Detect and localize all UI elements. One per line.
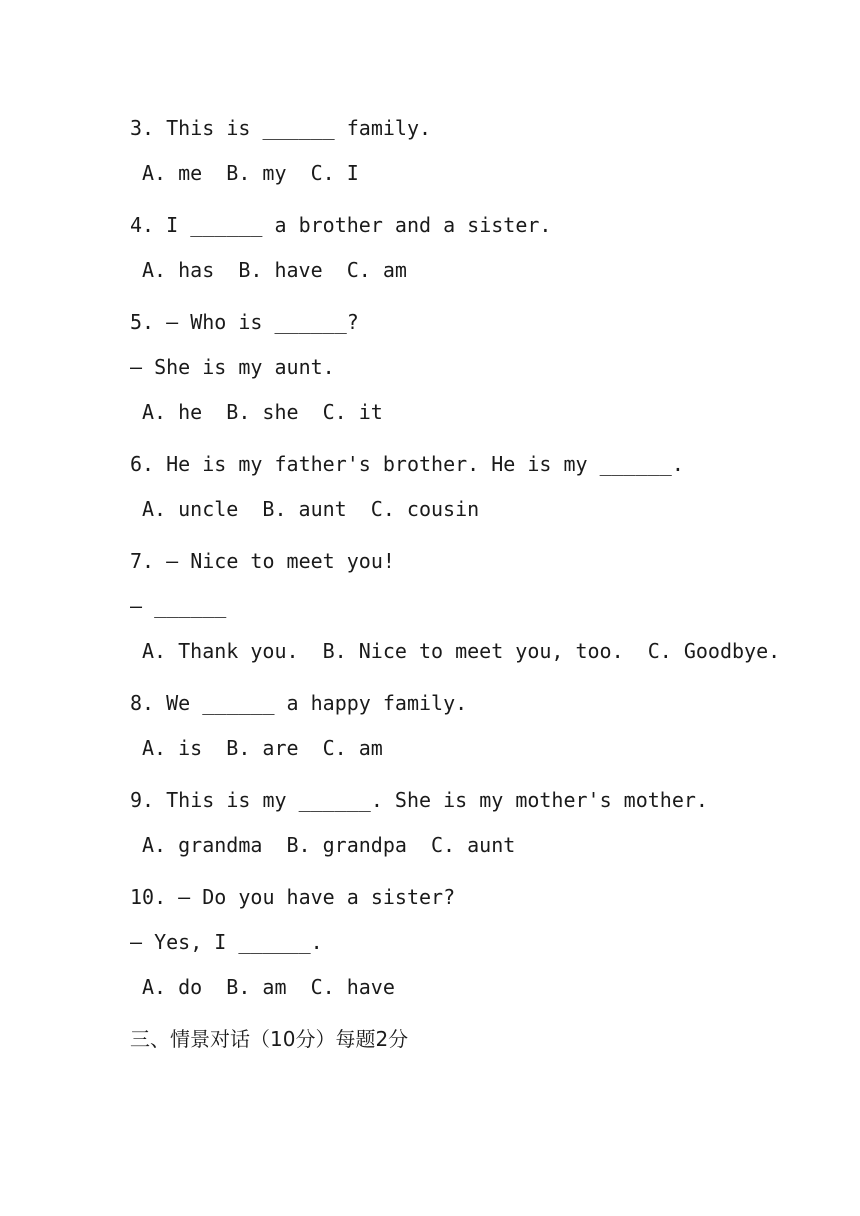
question-10-options: A. do B. am C. have xyxy=(142,975,395,999)
question-3-options: A. me B. my C. I xyxy=(142,161,359,185)
question-9-options: A. grandma B. grandpa C. aunt xyxy=(142,833,516,857)
question-4-options: A. has B. have C. am xyxy=(142,258,407,282)
question-10-stem: 10. — Do you have a sister? xyxy=(130,885,456,909)
question-10-reply: — Yes, I ______. xyxy=(130,930,323,954)
question-6-options: A. uncle B. aunt C. cousin xyxy=(142,497,480,521)
question-7-reply: — ______ xyxy=(130,594,227,618)
question-7-stem: 7. — Nice to meet you! xyxy=(130,549,395,573)
section-heading: 三、情景对话（10分）每题2分 xyxy=(130,1027,409,1051)
question-9-stem: 9. This is my ______. She is my mother's mother. xyxy=(130,788,708,812)
question-8-options: A. is B. are C. am xyxy=(142,736,383,760)
question-7-options: A. Thank you. B. Nice to meet you, too. C. Goodbye. xyxy=(142,639,781,663)
question-5-options: A. he B. she C. it xyxy=(142,400,383,424)
question-8-stem: 8. We ______ a happy family. xyxy=(130,691,468,715)
question-6-stem: 6. He is my father's brother. He is my ______. xyxy=(130,452,684,476)
question-5-reply: — She is my aunt. xyxy=(130,355,335,379)
question-3-stem: 3. This is ______ family. xyxy=(130,116,432,140)
question-5-stem: 5. — Who is ______? xyxy=(130,310,359,334)
question-4-stem: 4. I ______ a brother and a sister. xyxy=(130,213,552,237)
